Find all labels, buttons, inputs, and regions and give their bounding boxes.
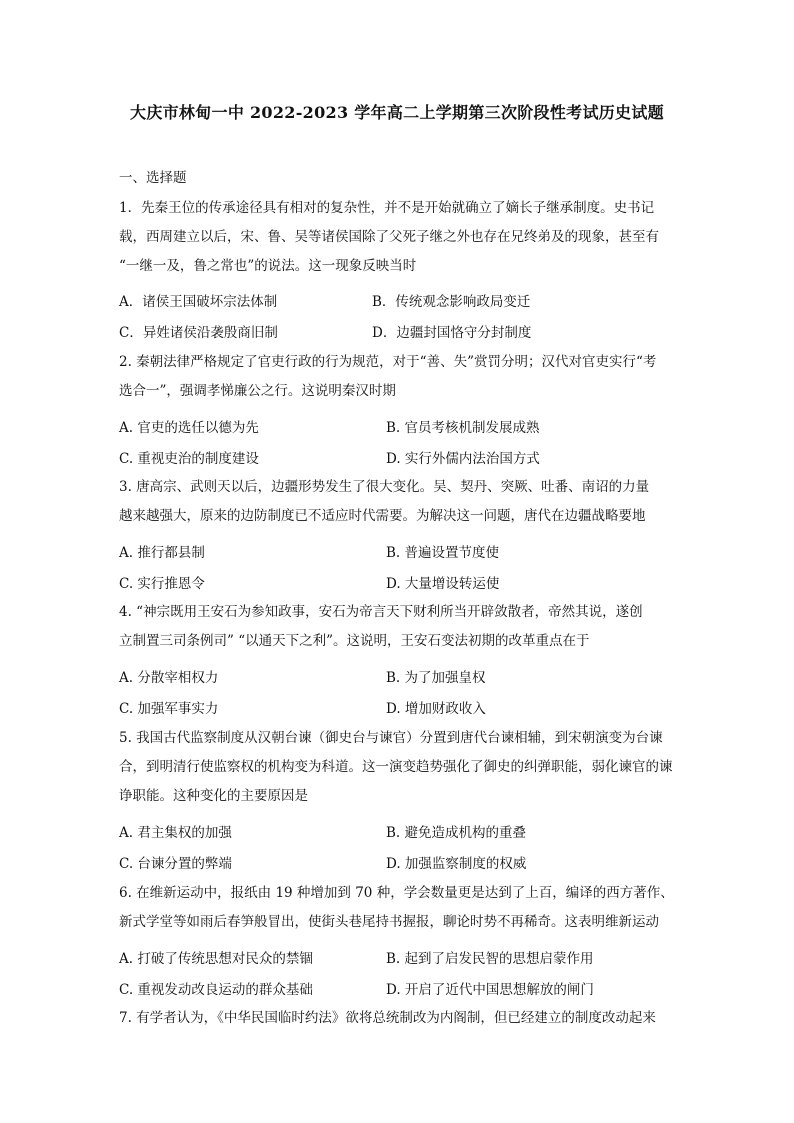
question-line: 2. 秦朝法律严格规定了官吏行政的行为规范，对于“善、失”赏罚分明；汉代对官吏实行“考 [119,354,657,370]
question-3 [119,473,677,531]
option-b[interactable]: B. 普遍设置节度使 [386,545,500,561]
question-6 [119,879,677,937]
option-b[interactable]: B. 为了加强皇权 [386,670,486,686]
option-d[interactable]: D. 大量增设转运使 [386,576,500,592]
question-line: 7. 有学者认为，《中华民国临时约法》欲将总统制改为内阁制，但已经建立的制度改动起来 [119,1010,656,1026]
option-c[interactable]: C. 重视发动改良运动的群众基础 [119,982,313,998]
option-c[interactable]: C. 台谏分置的弊端 [119,856,232,872]
question-line: 合，到明清行使监察权的机构变为科道。这一演变趋势强化了御史的纠弹职能，弱化谏官的谏 [119,759,673,775]
option-d[interactable]: D. 实行外儒内法治国方式 [386,451,540,467]
option-a[interactable]: A. 打破了传统思想对民众的禁锢 [119,951,313,967]
page-title: 大庆市林甸一中 2022-2023 学年高二上学期第三次阶段性考试历史试题 [130,103,664,122]
question-line: 新式学堂等如雨后春笋般冒出，使街头巷尾持书握报，聊论时势不再稀奇。这表明维新运动 [119,914,659,930]
option-d[interactable]: D. 增加财政收入 [386,701,486,717]
option-c[interactable]: C. 加强军事实力 [119,701,219,717]
option-a[interactable]: A. 官吏的选任以德为先 [119,420,259,436]
question-line: 诤职能。这种变化的主要原因是 [119,788,308,804]
option-c[interactable]: C．异姓诸侯沿袭殷商旧制 [119,325,278,341]
question-line: 越来越强大，原来的边防制度已不适应时代需要。为解决这一问题，唐代在边疆战略要地 [119,508,646,524]
question-1 [119,194,677,281]
option-d[interactable]: D．边疆封国恪守分封制度 [372,325,532,341]
question-line: 载，西周建立以后，宋、鲁、吴等诸侯国除了父死子继之外也存在兄终弟及的现象，甚至有 [119,229,659,245]
question-line: 选合一”，强调孝悌廉公之行。这说明秦汉时期 [119,383,396,399]
option-c[interactable]: C. 重视吏治的制度建设 [119,451,259,467]
option-c[interactable]: C. 实行推恩令 [119,576,205,592]
option-a[interactable]: A. 分散宰相权力 [119,670,219,686]
question-line: “一继一及，鲁之常也”的说法。这一现象反映当时 [119,258,417,274]
question-line: 4. “神宗既用王安石为参知政事，安石为帝言天下财利所当开辟敛散者，帝然其说，遂创 [119,604,643,620]
option-d[interactable]: D. 加强监察制度的权威 [386,856,527,872]
option-a[interactable]: A．诸侯王国破坏宗法体制 [119,294,278,310]
question-4 [119,598,677,656]
option-b[interactable]: B. 避免造成机构的重叠 [386,825,527,841]
section-heading: 一、选择题 [119,170,187,186]
question-line: 立制置三司条例司” “以通天下之利”。这说明，王安石变法初期的改革重点在于 [119,633,590,649]
option-a[interactable]: A. 君主集权的加强 [119,825,232,841]
option-d[interactable]: D. 开启了近代中国思想解放的闸门 [386,982,594,998]
question-line: 3. 唐高宗、武则天以后，边疆形势发生了很大变化。吴、契丹、突厥、吐番、南诏的力量 [119,479,650,495]
question-5 [119,724,677,811]
question-line: 1．先秦王位的传承途径具有相对的复杂性，并不是开始就确立了嫡长子继承制度。史书记 [119,200,655,216]
option-b[interactable]: B．传统观念影响政局变迁 [372,294,531,310]
option-a[interactable]: A. 推行都县制 [119,545,205,561]
question-7 [119,1004,677,1033]
question-2 [119,348,677,406]
option-b[interactable]: B. 起到了启发民智的思想启蒙作用 [386,951,594,967]
option-b[interactable]: B. 官员考核机制发展成熟 [386,420,540,436]
question-line: 6. 在维新运动中，报纸由 19 种增加到 70 种，学会数量更是达到了上百，编译的西方著作、 [119,885,674,901]
question-line: 5. 我国古代监察制度从汉朝台谏（御史台与谏官）分置到唐代台谏相辅，到宋朝演变为台谏 [119,730,663,746]
